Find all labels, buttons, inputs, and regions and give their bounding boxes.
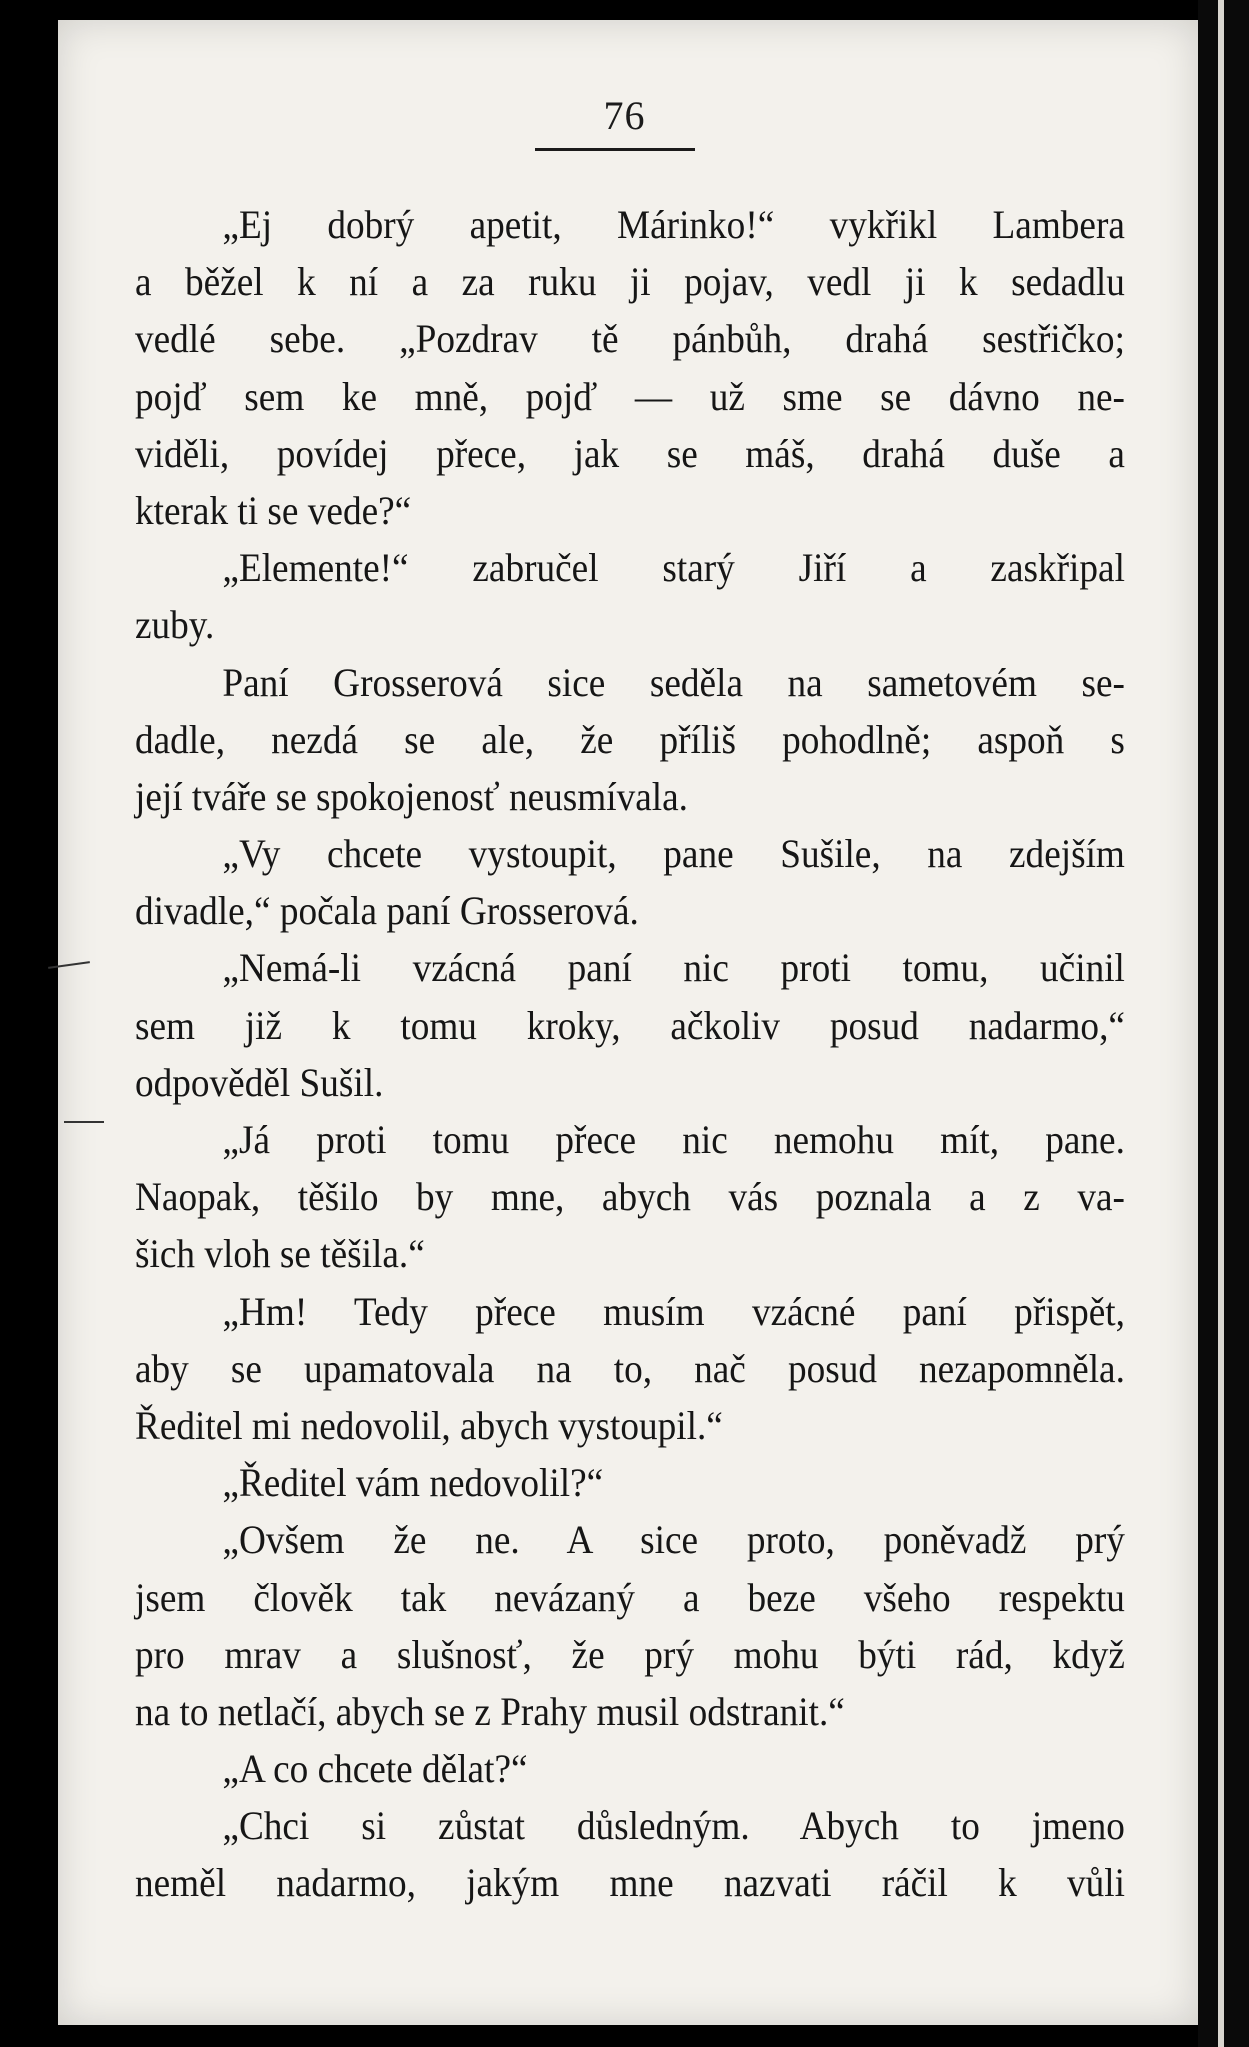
text-line: a běžel k ní a za ruku ji pojav, vedl ji k sedadlu xyxy=(135,259,1125,305)
text-line: vedlé sebe. „Pozdrav tě pánbůh, drahá sestřičko; xyxy=(135,316,1125,362)
text-line: kterak ti se vede?“ xyxy=(135,487,412,533)
text-line: Ředitel mi nedovolil, abych vystoupil.“ xyxy=(135,1402,723,1448)
page-number-rule xyxy=(535,148,695,151)
text-line: „Elemente!“ zabručel starý Jiří a zaskřipal xyxy=(222,545,1125,591)
text-line: na to netlačí, abych se z Prahy musil odstranit.“ xyxy=(135,1688,845,1734)
margin-mark xyxy=(64,1121,104,1123)
text-line: „A co chcete dělat?“ xyxy=(222,1746,528,1792)
page-number: 76 xyxy=(603,93,646,138)
text-line: „Ovšem že ne. A sice proto, poněvadž prý xyxy=(222,1517,1125,1563)
text-line: „Chci si zůstat důsledným. Abych to jmeno xyxy=(222,1803,1125,1849)
text-line: Naopak, těšilo by mne, abych vás poznala a z va- xyxy=(135,1174,1125,1220)
text-line: „Já proti tomu přece nic nemohu mít, pane. xyxy=(222,1117,1125,1162)
text-line: „Vy chcete vystoupit, pane Sušile, na zdejším xyxy=(222,831,1125,877)
body-text xyxy=(135,196,1125,1912)
page-edge xyxy=(1218,0,1224,2047)
text-line: šich vloh se těšila.“ xyxy=(135,1231,425,1277)
text-line: viděli, povídej přece, jak se máš, drahá duše a xyxy=(135,430,1125,476)
text-line: „Nemá-li vzácná paní nic proti tomu, učinil xyxy=(222,945,1125,991)
text-line: dadle, nezdá se ale, že příliš pohodlně; aspoň s xyxy=(135,716,1125,762)
text-line: pro mrav a slušnosť, že prý mohu býti rád, když xyxy=(135,1631,1125,1677)
text-line: odpověděl Sušil. xyxy=(135,1059,384,1105)
text-line: neměl nadarmo, jakým mne nazvati ráčil k vůli xyxy=(135,1860,1125,1906)
text-line: „Hm! Tedy přece musím vzácné paní přispět, xyxy=(222,1288,1125,1334)
text-line: „Ředitel vám nedovolil?“ xyxy=(222,1460,604,1506)
text-line: jsem člověk tak nevázaný a beze všeho respektu xyxy=(135,1574,1125,1620)
text-line: její tváře se spokojenosť neusmívala. xyxy=(135,773,688,819)
text-line: divadle,“ počala paní Grosserová. xyxy=(135,888,639,934)
text-line: „Ej dobrý apetit, Márinko!“ vykřikl Lambera xyxy=(222,202,1125,247)
text-line: aby se upamatovala na to, nač posud nezapomněla. xyxy=(135,1345,1125,1391)
text-line: Paní Grosserová sice seděla na sametovém se- xyxy=(222,659,1125,705)
text-line: pojď sem ke mně, pojď — už sme se dávno ne- xyxy=(135,373,1125,419)
text-line: sem již k tomu kroky, ačkoliv posud nadarmo,“ xyxy=(135,1002,1125,1048)
text-line: zuby. xyxy=(135,602,215,648)
